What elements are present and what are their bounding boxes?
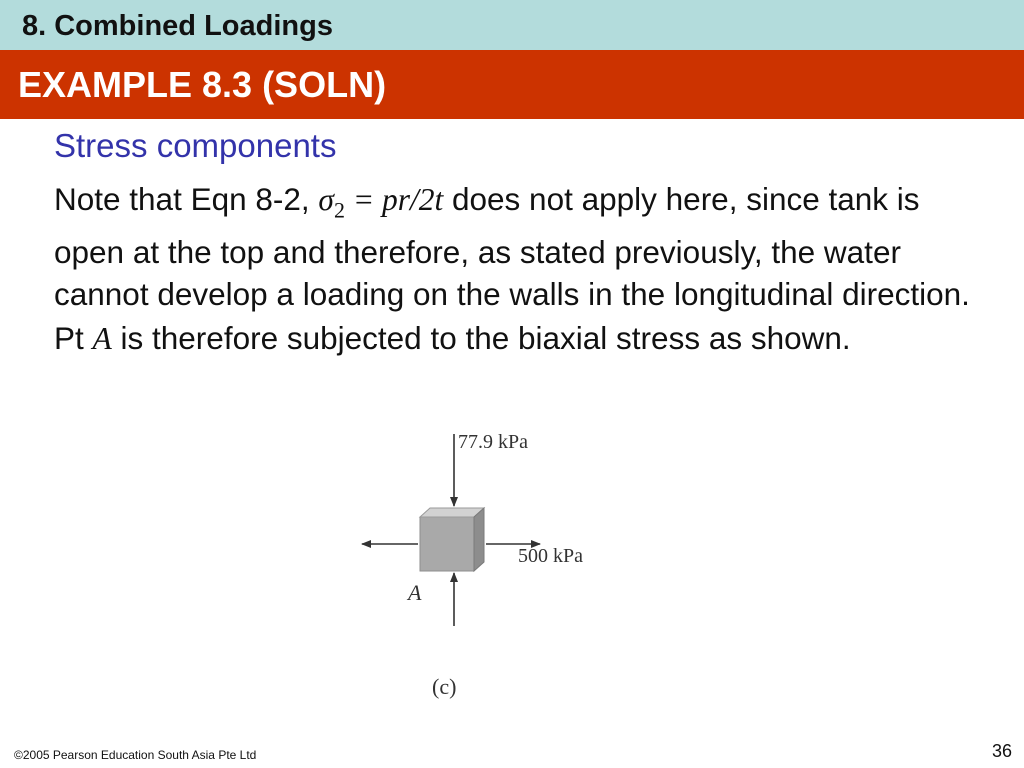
paragraph-biaxial bbox=[54, 317, 984, 360]
p2-text-after: is therefore subjected to the biaxial stress as shown. bbox=[111, 320, 851, 357]
element-cube-top bbox=[420, 508, 484, 517]
vertical-stress-label: 77.9 kPa bbox=[458, 431, 528, 453]
p1-text-after: does not apply here, since tank is open at the top and therefore, as stated previously, the water cannot develop a loading on the walls in the longitudinal direction. bbox=[54, 181, 970, 313]
sigma-symbol: σ bbox=[318, 182, 334, 217]
equation-rhs: = pr/2t bbox=[344, 182, 444, 217]
equation-sigma2 bbox=[318, 182, 444, 223]
stress-element-diagram bbox=[350, 420, 640, 710]
copyright-notice: ©2005 Pearson Education South Asia Pte Ltd bbox=[14, 748, 257, 762]
paragraph-eqn-note bbox=[54, 178, 984, 315]
page-number: 36 bbox=[991, 741, 1012, 761]
point-a-label: A bbox=[408, 580, 422, 605]
slide-title: EXAMPLE 8.3 (SOLN) bbox=[18, 64, 387, 105]
point-a-inline: A bbox=[92, 321, 112, 357]
p1-text-before: Note that Eqn 8-2, bbox=[54, 181, 319, 217]
horizontal-stress-label: 500 kPa bbox=[518, 545, 583, 567]
subheading: Stress components bbox=[54, 127, 337, 164]
figure-caption: (c) bbox=[432, 674, 457, 699]
p2-text-before: Pt bbox=[54, 320, 93, 357]
chapter-title: 8. Combined Loadings bbox=[22, 10, 333, 42]
element-cube-side bbox=[474, 508, 484, 571]
slide-content bbox=[54, 126, 984, 362]
element-cube-front bbox=[420, 517, 474, 571]
sigma-subscript: 2 bbox=[333, 197, 345, 223]
